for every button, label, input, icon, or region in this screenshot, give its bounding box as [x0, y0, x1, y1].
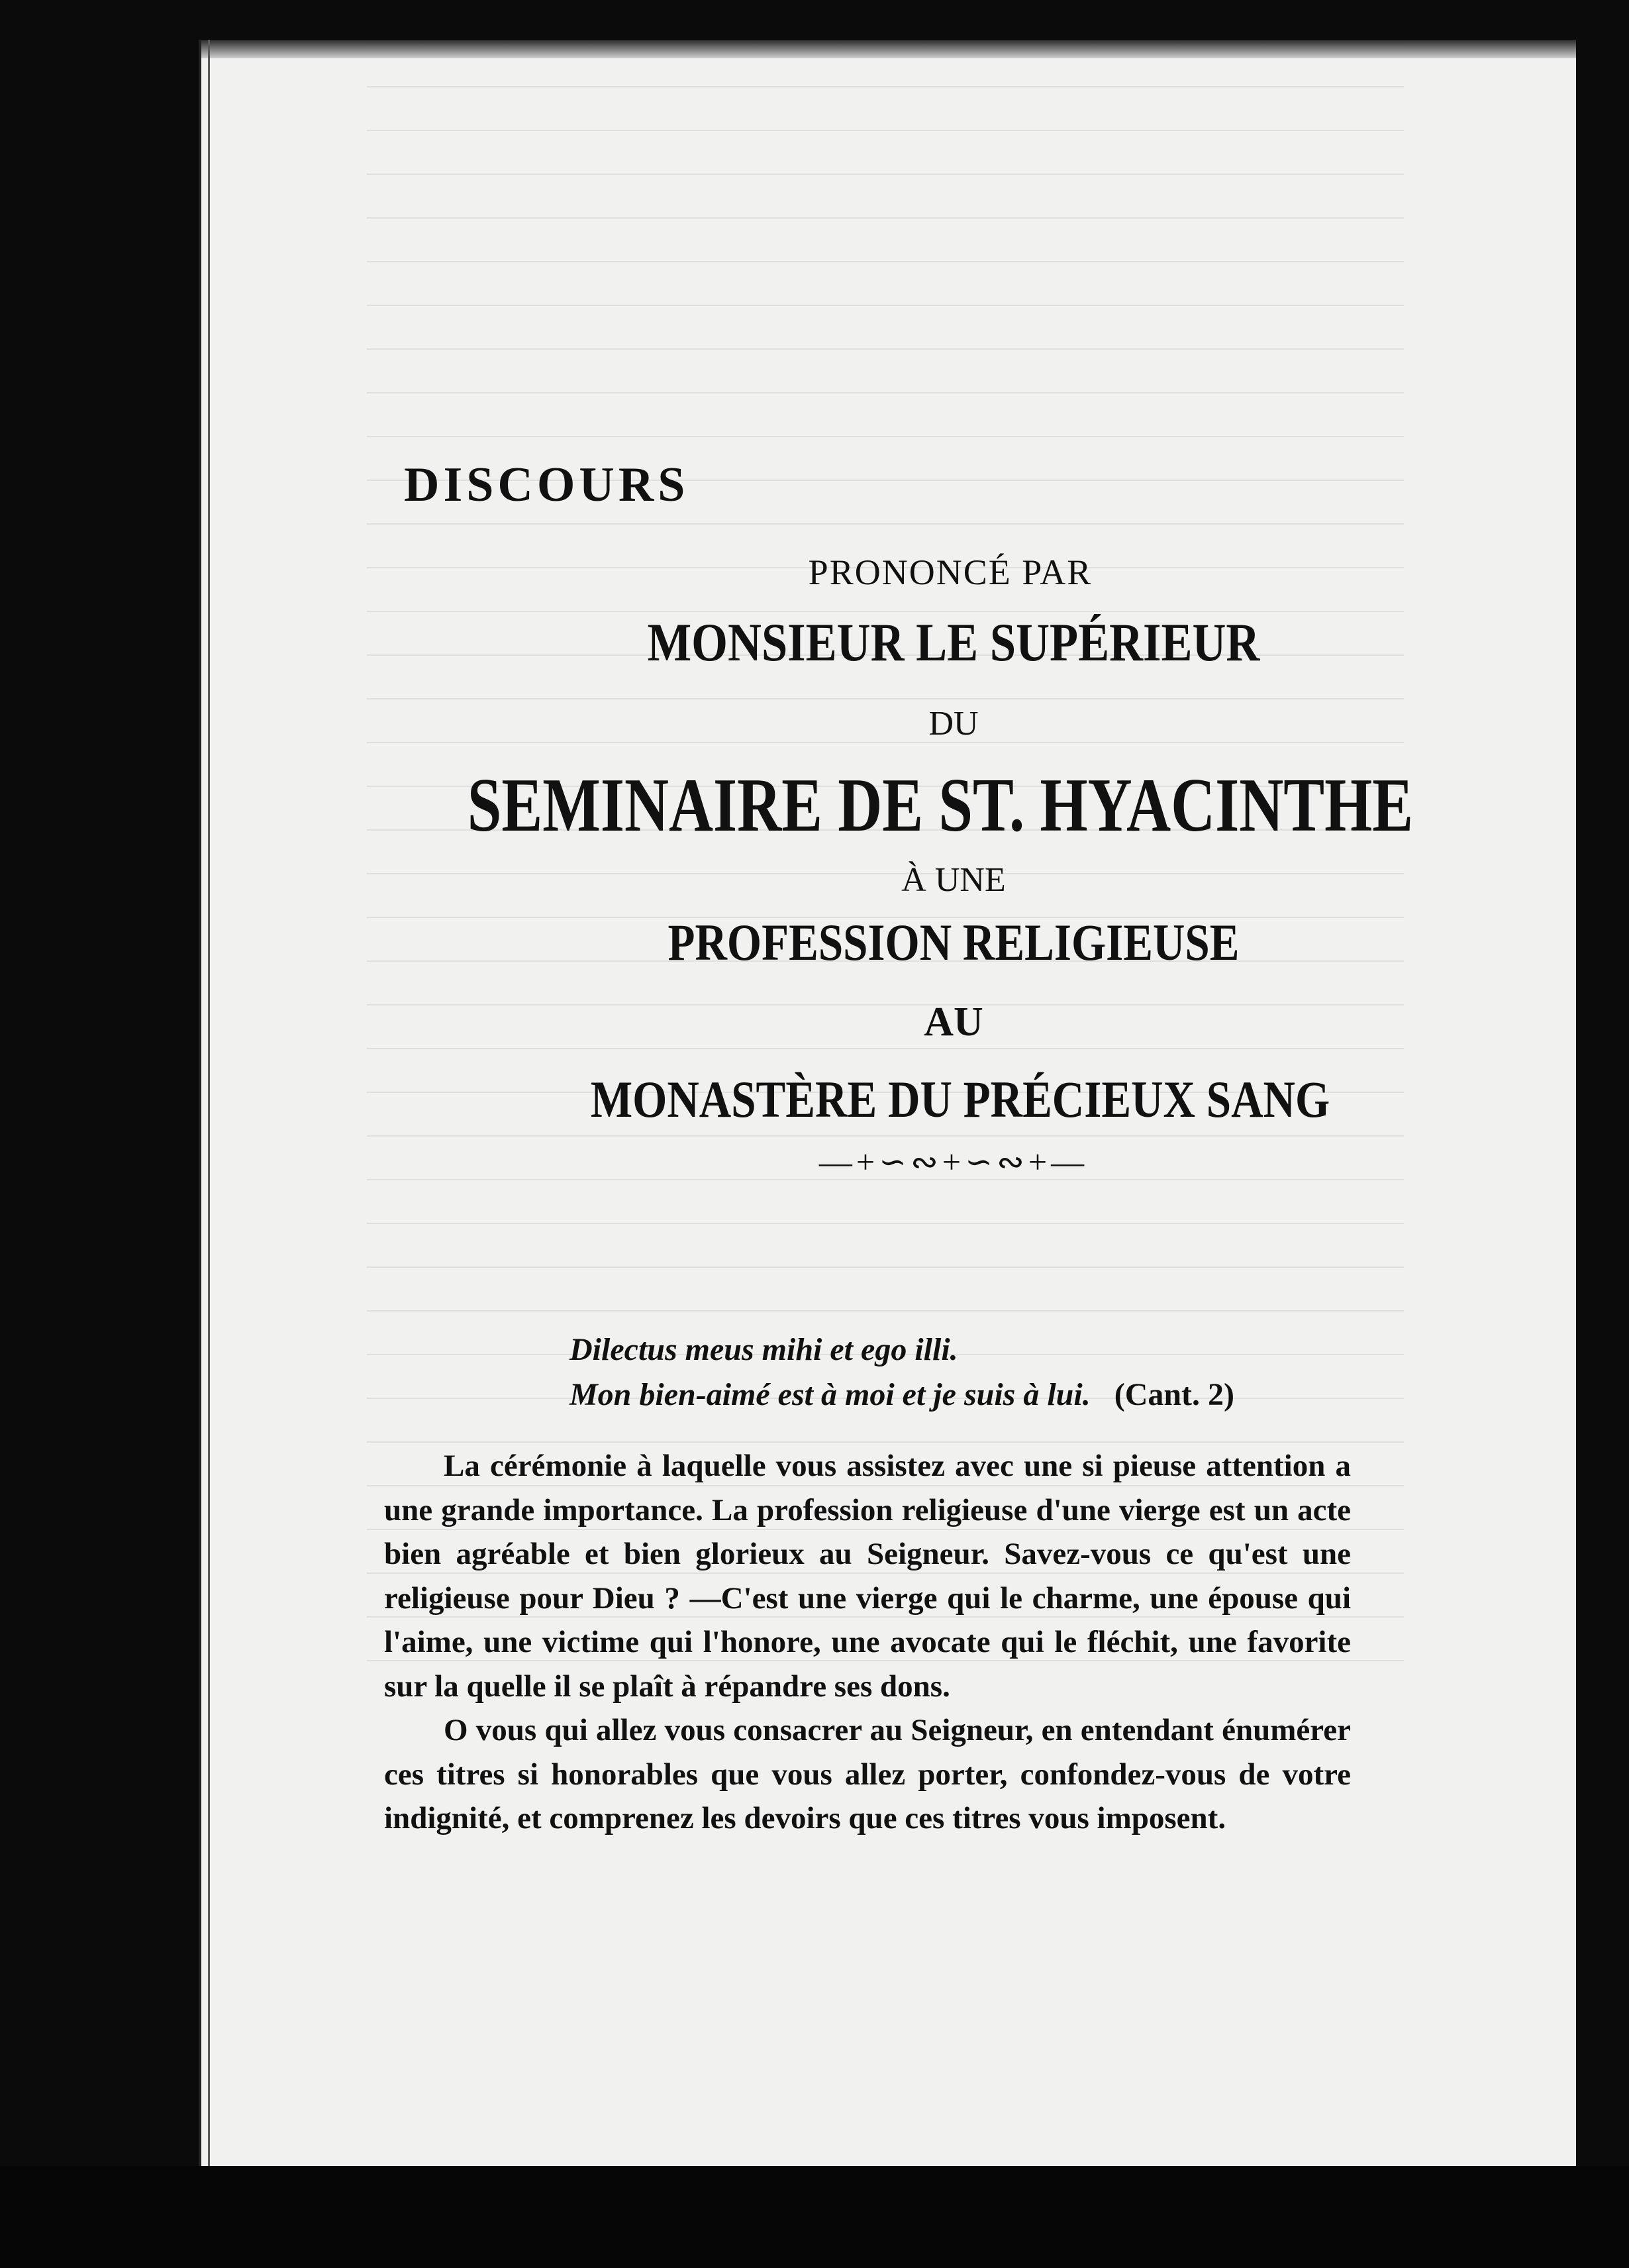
scan-border-bottom [0, 2166, 1629, 2268]
epigraph-latin: Dilectus meus mihi et ego illi. [569, 1332, 958, 1367]
title-a-une: À UNE [901, 861, 1006, 899]
title-monsieur: MONSIEUR LE SUPÉRIEUR [647, 612, 1260, 672]
scan-border-right [1576, 40, 1629, 2166]
paragraph-1: La cérémonie à laquelle vous assistez avec une si pieuse attention a une grande importance. La profession religieuse d'une vierge est un acte bien agréable et bien glorieux au Seigneur. Savez-vous ce qu'est une religieuse pour Dieu ? —C'est une vierge qui le charme, une épouse qui l'aime, une victime qui l'honore, une avocate qui le fléchit, une favorite sur la quelle il se plaît à répandre ses dons. [384, 1449, 1351, 1704]
title-discours: DISCOURS [404, 458, 689, 512]
epigraph-french-line [569, 1376, 1516, 1413]
epigraph-citation: (Cant. 2) [1114, 1377, 1235, 1412]
title-du: DU [928, 705, 979, 743]
ornament-divider: —+∽∾+∽∾+— [818, 1143, 1089, 1180]
title-prononce: PRONONCÉ PAR [808, 552, 1093, 592]
title-monastere: MONASTÈRE DU PRÉCIEUX SANG [590, 1070, 1330, 1128]
page-top-shadow [201, 40, 1576, 58]
title-seminaire: SEMINAIRE DE ST. HYACINTHE [467, 763, 1414, 848]
title-block [199, 457, 1576, 1181]
epigraph-french: Mon bien-aimé est à moi et je suis à lui. [569, 1377, 1091, 1412]
title-au: AU [924, 1000, 983, 1045]
title-profession: PROFESSION RELIGIEUSE [667, 913, 1240, 971]
body-text [384, 1444, 1351, 1841]
paragraph-2: O vous qui allez vous consacrer au Seigneur, en entendant énumérer ces titres si honorables que vous allez porter, confondez-vous de votre indignité, et comprenez les devoirs que ces titres vous imposent. [384, 1713, 1351, 1835]
